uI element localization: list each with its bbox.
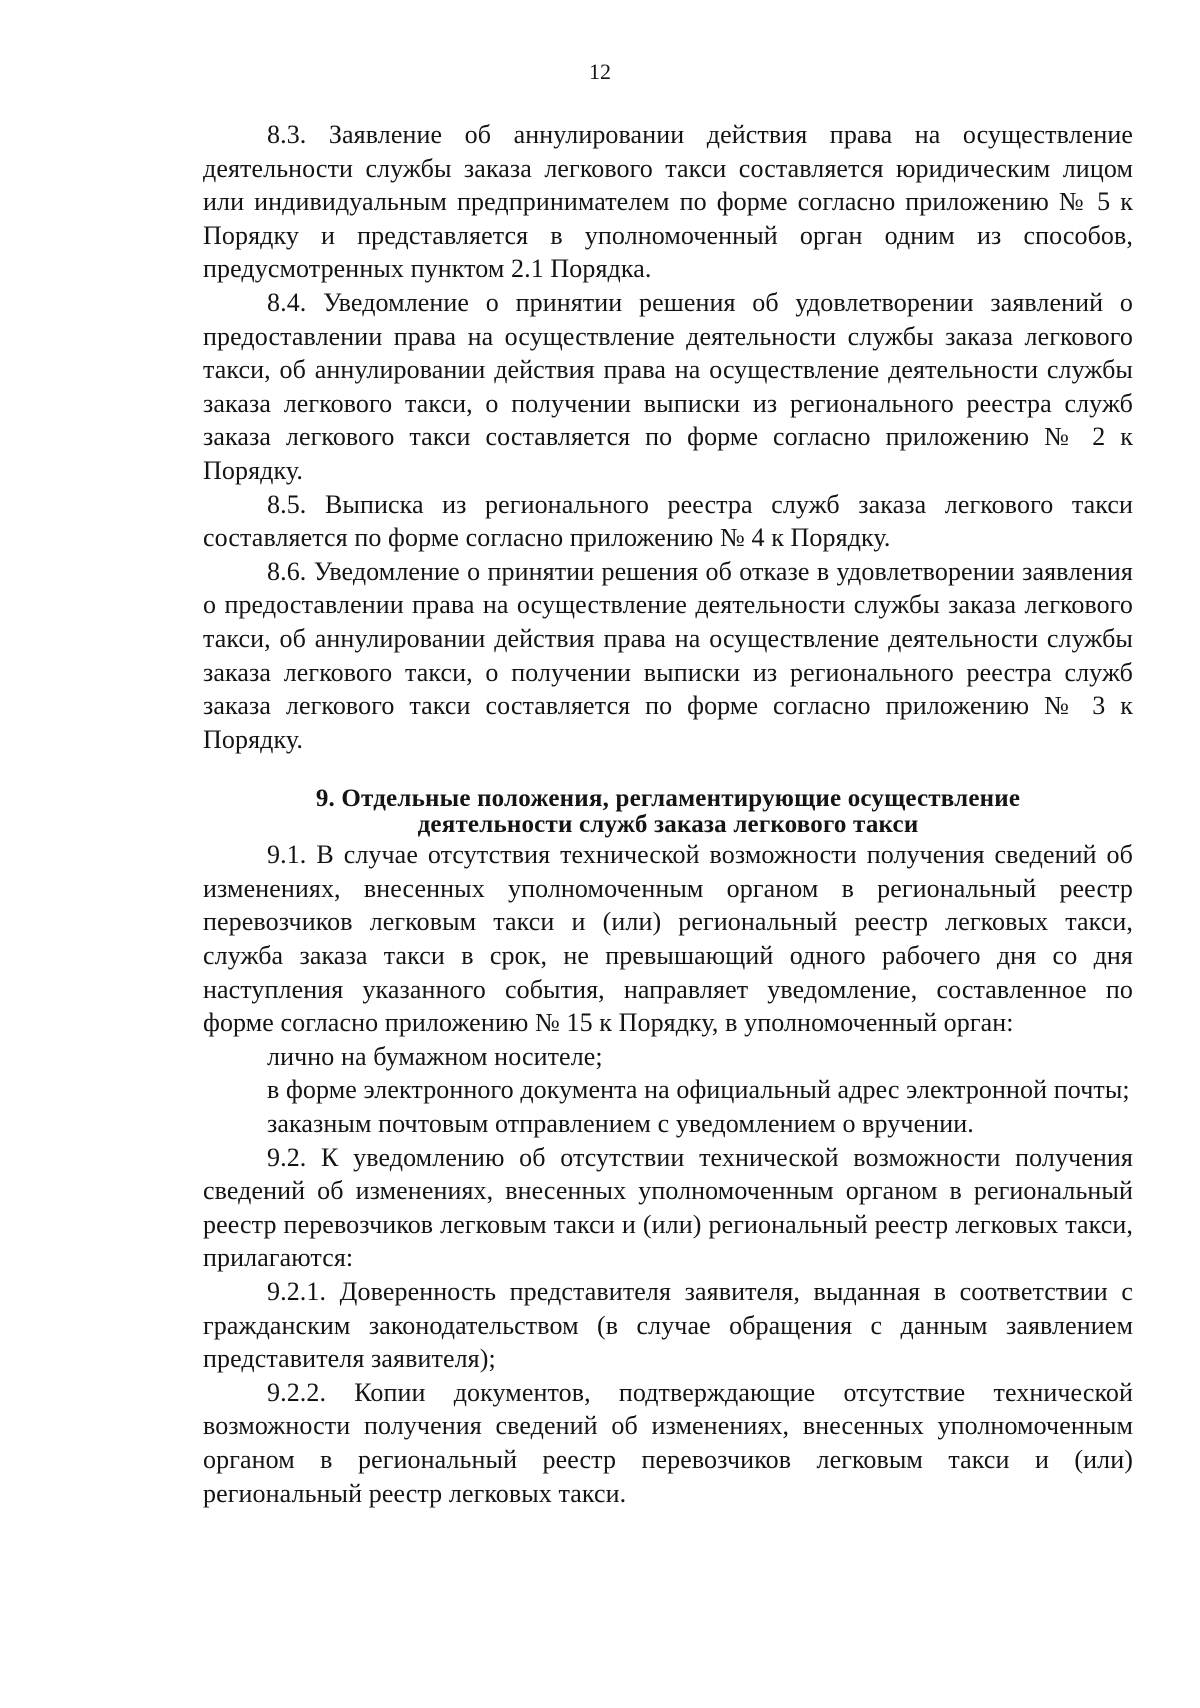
paragraph-9-1: 9.1. В случае отсутствия технической возможности получения сведений об изменениях, внесенных уполномоченным органом в региональный реестр перевозчиков легковым такси и (или) региональный реестр легковых такси, служба заказа такси в срок, не превышающий одного рабочего дня со дня наступления указанного события, направляет уведомление, составленное по форме согласно приложению № 15 к Порядку, в уполномоченный орган: (203, 840, 1133, 1038)
paragraph-9-2: 9.2. К уведомлению об отсутствии технической возможности получения сведений об изменениях, внесенных уполномоченным органом в региональный реестр перевозчиков легковым такси и (или) региональный реестр легковых такси, прилагаются: (203, 1142, 1133, 1273)
section-9-heading-line-1: 9. Отдельные положения, регламентирующие осуществление (315, 785, 1021, 813)
document-body (203, 118, 1133, 1510)
paragraph-8-3: 8.3. Заявление об аннулировании действия права на осуществление деятельности службы заказа легкового такси составляется юридическим лицом или индивидуальным предпринимателем по форме согласно приложению № 5 к Порядку и представляется в уполномоченный орган одним из способов, предусмотренных пунктом 2.1 Порядка. (203, 120, 1133, 284)
paragraph-8-4: 8.4. Уведомление о принятии решения об удовлетворении заявлений о предоставлении права на осуществление деятельности службы заказа легкового такси, об аннулировании действия права на осуществление деятельности службы заказа легкового такси, о получении выписки из регионального реестра служб заказа легкового такси составляется по форме согласно приложению № 2 к Порядку. (203, 287, 1133, 485)
paragraph-8-6: 8.6. Уведомление о принятии решения об отказе в удовлетворении заявления о предоставлении права на осуществление деятельности службы заказа легкового такси, об аннулировании действия права на осуществление деятельности службы заказа легкового такси, о получении выписки из регионального реестра служб заказа легкового такси составляется по форме согласно приложению № 3 к Порядку. (203, 556, 1133, 754)
section-9-heading (203, 786, 1133, 838)
paragraph-9-2-1: 9.2.1. Доверенность представителя заявителя, выданная в соответствии с гражданским законодательством (в случае обращения с данным заявлением представителя заявителя); (203, 1277, 1133, 1374)
list-item-email: в форме электронного документа на официальный адрес электронной почты; (267, 1075, 1130, 1105)
paragraph-8-5: 8.5. Выписка из регионального реестра служб заказа легкового такси составляется по форме согласно приложению № 4 к Порядку. (203, 489, 1133, 553)
list-item-mail: заказным почтовым отправлением с уведомлением о вручении. (267, 1109, 974, 1139)
section-9-heading-line-2: деятельности служб заказа легкового такси (417, 811, 919, 839)
paragraph-9-2-2: 9.2.2. Копии документов, подтверждающие отсутствие технической возможности получения сведений об изменениях, внесенных уполномоченным органом в региональный реестр перевозчиков легковым такси и (или) региональный реестр легковых такси. (203, 1377, 1133, 1508)
page-number: 12 (589, 59, 611, 84)
list-item-paper: лично на бумажном носителе; (267, 1041, 603, 1071)
